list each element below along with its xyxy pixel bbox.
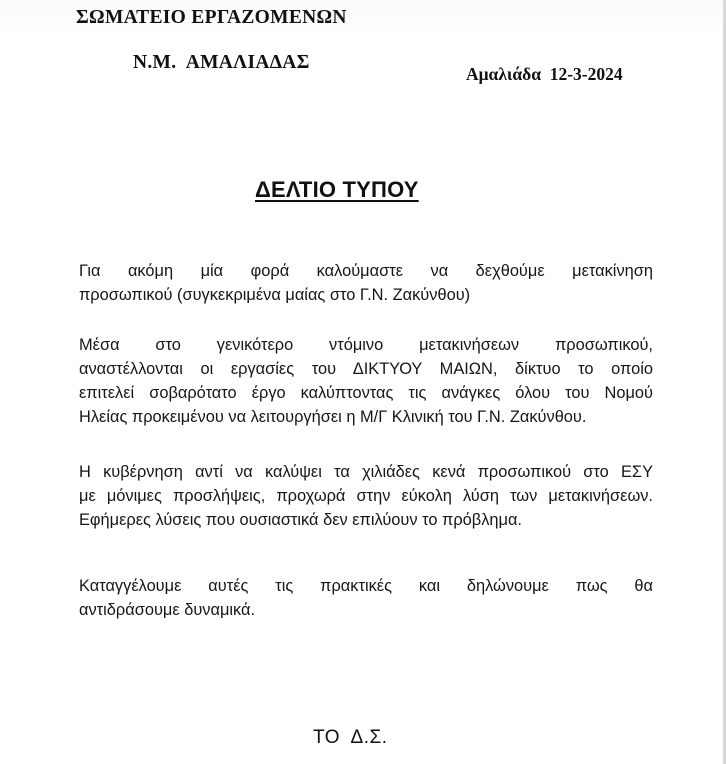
paragraph-line: Μέσα στο γενικότερο ντόμινο μετακινήσεων προσωπικού,: [79, 336, 653, 354]
paragraph-4: [79, 574, 653, 622]
paragraph-line: Καταγγέλουμε αυτές τις πρακτικές και δηλώνουμε πως θα: [79, 577, 653, 595]
document-title: ΔΕΛΤΙΟ ΤΥΠΟΥ: [255, 177, 419, 202]
signature-board: ΤΟ Δ.Σ.: [313, 727, 388, 748]
paragraph-line: προσωπικού (συγκεκριμένα μαίας στο Γ.Ν. Ζακύνθου): [79, 286, 471, 304]
paragraph-line: Η κυβέρνηση αντί να καλύψει τα χιλιάδες κενά προσωπικού στο ΕΣΥ: [79, 463, 653, 481]
paragraph-line: Ηλείας προκειμένου να λειτουργήσει η Μ/Γ Κλινική του Γ.Ν. Ζακύνθου.: [79, 408, 587, 426]
paragraph-line: αντιδράσουμε δυναμικά.: [79, 601, 256, 619]
union-name: ΣΩΜΑΤΕΙΟ ΕΡΓΑΖΟΜΕΝΩΝ: [76, 7, 347, 28]
paragraph-2: [79, 333, 653, 429]
paragraph-line: αναστέλλονται οι εργασίες του ΔΙΚΤΥΟΥ ΜΑΙΩΝ, δίκτυο το οποίο: [79, 360, 653, 378]
hospital-name: Ν.Μ. ΑΜΑΛΙΑΔΑΣ: [133, 52, 310, 73]
paragraph-3: [79, 460, 653, 532]
paragraph-line: με μόνιμες προσλήψεις, προχωρά στην εύκολη λύση των μετακινήσεων.: [79, 487, 653, 505]
paragraph-line: Εφήμερες λύσεις που ουσιαστικά δεν επιλύουν το πρόβλημα.: [79, 511, 522, 529]
paragraph-line: Για ακόμη μία φορά καλούμαστε να δεχθούμε μετακίνηση: [79, 262, 653, 280]
paragraph-line: επιτελεί σοβαρότατο έργο καλύπτοντας τις ανάγκες όλου του Νομού: [79, 384, 653, 402]
paragraph-1: [79, 259, 653, 307]
document-date: Αμαλιάδα 12-3-2024: [466, 64, 623, 84]
